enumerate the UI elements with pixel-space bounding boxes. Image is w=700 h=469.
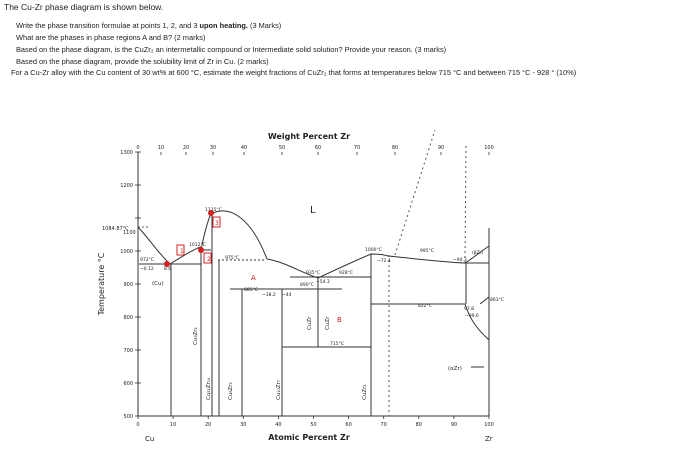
label-822: 822°C — [418, 304, 432, 309]
bottom-tick-label: 20 — [205, 422, 212, 428]
question-4: Based on the phase diagram, provide the solubility limit of Zr in Cu. (2 marks) — [16, 57, 269, 66]
label-943: ~94.3 — [453, 258, 467, 263]
label-996: ~99.6 — [465, 314, 479, 319]
label-972: 972°C — [140, 258, 154, 263]
top-tick-label: 70 — [353, 145, 361, 151]
label-cuzr2: CuZr₂ — [362, 384, 368, 400]
top-ticks — [136, 145, 493, 155]
question-1-bold: upon heating. — [199, 21, 248, 30]
y-axis-title: Temperature °C — [97, 252, 106, 316]
bottom-tick-label: 90 — [450, 422, 458, 428]
top-axis-title: Weight Percent Zr — [267, 132, 351, 141]
dashed-2 — [395, 130, 435, 255]
top-tick-label: 10 — [157, 145, 165, 151]
bottom-tick-label: 60 — [345, 422, 352, 428]
top-tick-label: 20 — [182, 145, 190, 151]
top-tick-label: 80 — [391, 145, 399, 151]
question-1-text: Write the phase transition formulae at points 1, 2, and 3 — [16, 21, 200, 30]
label-1000: 1000°C — [365, 248, 382, 253]
label-978: 97.8 — [464, 307, 475, 312]
y-tick-label: 1300 — [120, 150, 133, 156]
label-point-3: 3 — [215, 220, 219, 227]
label-863: 863°C — [490, 298, 504, 303]
label-liquid: L — [310, 205, 316, 216]
y-tick-label: 700 — [123, 348, 133, 354]
label-44: ~44 — [282, 293, 292, 298]
label-890: 890°C — [300, 283, 314, 288]
label-975: 975°C — [225, 256, 239, 261]
y-tick-label: 500 — [123, 414, 133, 420]
top-tick-label: 100 — [484, 145, 494, 151]
label-region-b: B — [337, 316, 342, 324]
y-tick-label: 800 — [123, 315, 133, 321]
top-tick-label: 30 — [209, 145, 217, 151]
label-cuzr-a: CuZr — [307, 316, 313, 330]
label-012: ~0.12 — [140, 267, 154, 272]
label-cuzr-b: CuZr — [325, 316, 331, 330]
question-1-marks: (3 Marks) — [247, 21, 282, 30]
question-intro: The Cu-Zr phase diagram is shown below. — [4, 2, 164, 12]
bottom-tick-label: 40 — [275, 422, 282, 428]
label-beta-zr: (βZr) — [472, 251, 484, 256]
top-tick-label: 40 — [240, 145, 248, 151]
label-cu9zr2: Cu₉Zr₂ — [193, 327, 199, 345]
label-region-a: A — [251, 274, 256, 282]
label-cu10zr7: Cu₁₀Zr₇ — [276, 380, 282, 400]
label-543: ~54.3 — [316, 280, 330, 285]
top-tick-label: 50 — [278, 145, 286, 151]
line-863 — [480, 297, 489, 304]
bottom-tick-label: 10 — [169, 422, 177, 428]
top-tick-label: 60 — [314, 145, 322, 151]
label-382: ~38.2 — [262, 293, 276, 298]
bottom-tick-label: 70 — [380, 422, 387, 428]
label-885: 885°C — [244, 288, 258, 293]
zr-end-label: Zr — [485, 435, 493, 443]
liquidus-right — [318, 254, 388, 278]
liquidus-dome — [201, 211, 267, 259]
label-zr-phase: (αZr) — [448, 366, 462, 372]
bottom-tick-label: 50 — [310, 422, 317, 428]
y-tick-label: 900 — [123, 282, 133, 288]
label-point-1: 1 — [180, 248, 184, 255]
cu-end-label: Cu — [145, 435, 155, 443]
label-cu8zr3: Cu₈Zr₃ — [228, 382, 234, 400]
label-935: 935°C — [306, 271, 320, 276]
bottom-tick-label: 30 — [240, 422, 247, 428]
bottom-tick-label: 100 — [484, 422, 494, 428]
label-1084: 1084.87°C — [102, 226, 129, 232]
dashed-3 — [465, 145, 466, 263]
y-tick-label: 1200 — [120, 183, 133, 189]
question-2: What are the phases in phase regions A and B? (2 marks) — [16, 33, 206, 42]
question-3: Based on the phase diagram, is the CuZr₂ an intermetallic compound or Intermediate solid solution? Provide your reason. (3 marks) — [16, 45, 447, 54]
label-point-2: 2 — [207, 256, 211, 263]
bottom-ticks — [136, 416, 493, 428]
label-715: 715°C — [330, 342, 344, 347]
label-928: 928°C — [339, 271, 353, 276]
bottom-tick-label: 80 — [415, 422, 422, 428]
bottom-axis-title: Atomic Percent Zr — [268, 433, 350, 442]
label-1100: 1100 — [123, 230, 136, 236]
label-1012: 1012°C — [189, 243, 206, 248]
top-tick-label: 0 — [136, 145, 140, 151]
label-86: 8.6 — [164, 267, 172, 272]
label-cu51zr14: Cu₅₁Zr₁₄ — [206, 377, 212, 400]
bottom-tick-label: 0 — [136, 422, 140, 428]
question-5: For a Cu-Zr alloy with the Cu content of 30 wt% at 600 °C, estimate the weight fractions of CuZr₂ that forms at temperatures below 715 °C and between 715 °C - 928 ° (10%) — [11, 68, 577, 77]
label-cu-phase: (Cu) — [152, 281, 164, 287]
top-tick-label: 90 — [437, 145, 445, 151]
label-995: 995°C — [420, 249, 434, 254]
label-1115: 1115°C — [205, 208, 222, 213]
label-724: ~72.4 — [377, 259, 391, 264]
y-tick-label: 1000 — [120, 249, 133, 255]
y-tick-label: 600 — [123, 381, 133, 387]
